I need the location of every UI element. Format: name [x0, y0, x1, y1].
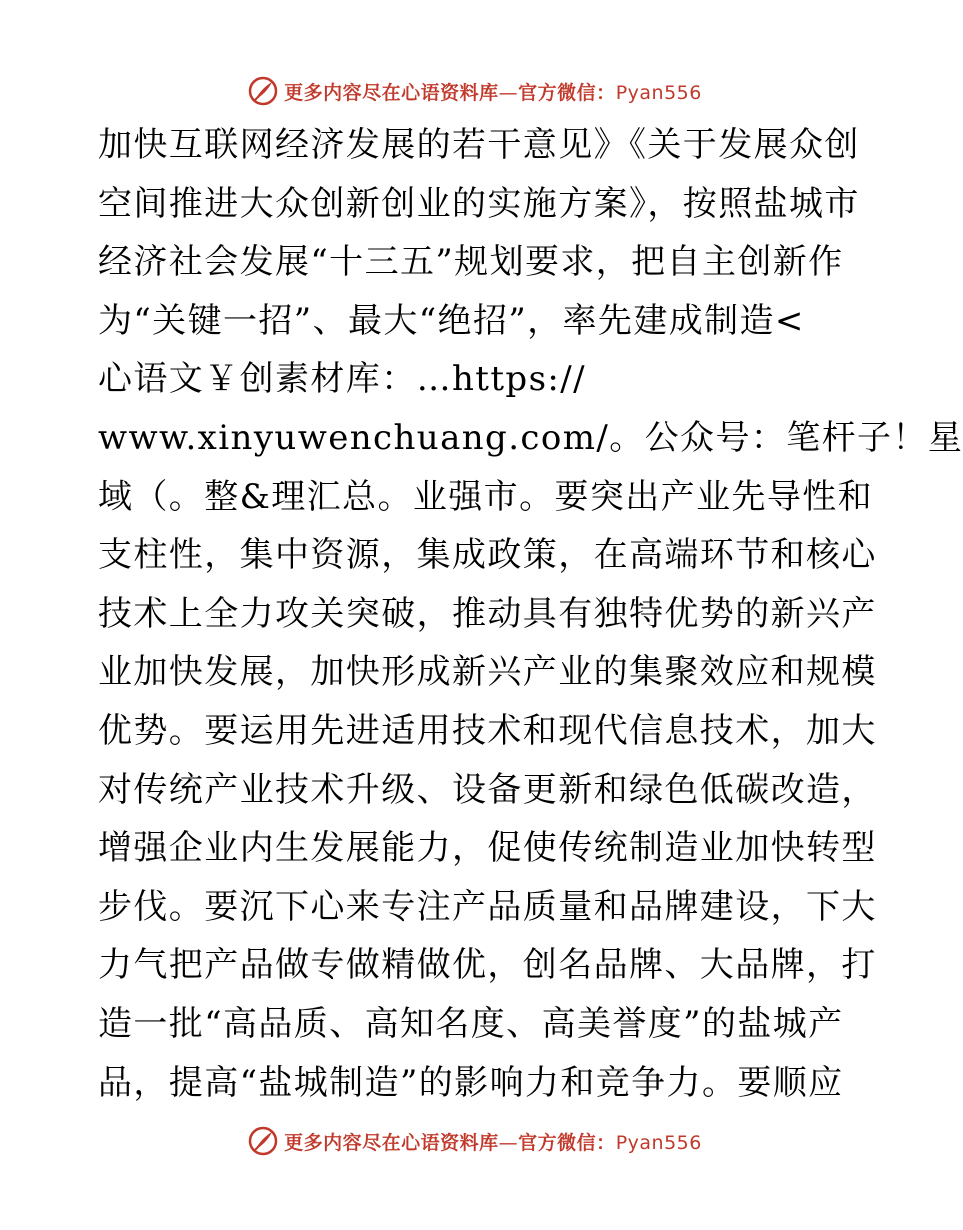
- body-line: 经济社会发展“十三五”规划要求，把自主创新作: [98, 242, 844, 283]
- footer-banner: [0, 1121, 950, 1161]
- body-line: www.xinyuwenchuang.com/。公众号：笔杆子！星: [98, 417, 963, 458]
- body-line: 优势。要运用先进适用技术和现代信息技术，加大: [98, 710, 877, 751]
- body-line: 步伐。要沉下心来专注产品质量和品牌建设，下大: [98, 886, 877, 927]
- body-line: 为“关键一招”、最大“绝招”，率先建成制造<: [98, 300, 805, 341]
- footer-account: Pyan556: [615, 1131, 702, 1154]
- body-line: 域（。整&理汇总。业强市。要突出产业先导性和: [98, 476, 874, 517]
- body-line: 力气把产品做专做精做优，创名品牌、大品牌，打: [98, 945, 877, 986]
- header-official-label: 官方微信：: [518, 81, 616, 104]
- body-line: 空间推进大众创新创业的实施方案》，按照盐城市: [98, 183, 860, 224]
- header-banner: [0, 71, 950, 111]
- footer-banner-text: [284, 1128, 702, 1155]
- body-line: 品，提高“盐城制造”的影响力和竞争力。要顺应: [98, 1062, 844, 1103]
- body-line: 对传统产业技术升级、设备更新和绿色低碳改造，: [98, 769, 877, 810]
- document-body: [98, 116, 963, 1112]
- body-line: 业加快发展，加快形成新兴产业的集聚效应和规模: [98, 652, 877, 693]
- header-slogan: 更多内容尽在心语资料库: [284, 81, 499, 104]
- header-banner-text: [284, 78, 702, 105]
- header-separator: —: [498, 81, 519, 104]
- body-line: 造一批“高品质、高知名度、高美誉度”的盐城产: [98, 1003, 844, 1044]
- footer-separator: —: [498, 1131, 519, 1154]
- body-line: 加快互联网经济发展的若干意见》《关于发展众创: [98, 125, 860, 165]
- feather-pen-logo-icon: [248, 76, 278, 106]
- footer-slogan: 更多内容尽在心语资料库: [284, 1131, 499, 1154]
- footer-official-label: 官方微信：: [518, 1131, 616, 1154]
- body-line: 技术上全力攻关突破，推动具有独特优势的新兴产: [98, 593, 877, 634]
- body-line: 支柱性，集中资源，集成政策，在高端环节和核心: [98, 535, 877, 576]
- feather-pen-logo-icon: [248, 1126, 278, 1156]
- body-line: 增强企业内生发展能力，促使传统制造业加快转型: [98, 828, 877, 869]
- body-line: 心语文￥创素材库：…https://: [98, 359, 587, 400]
- header-account: Pyan556: [615, 81, 702, 104]
